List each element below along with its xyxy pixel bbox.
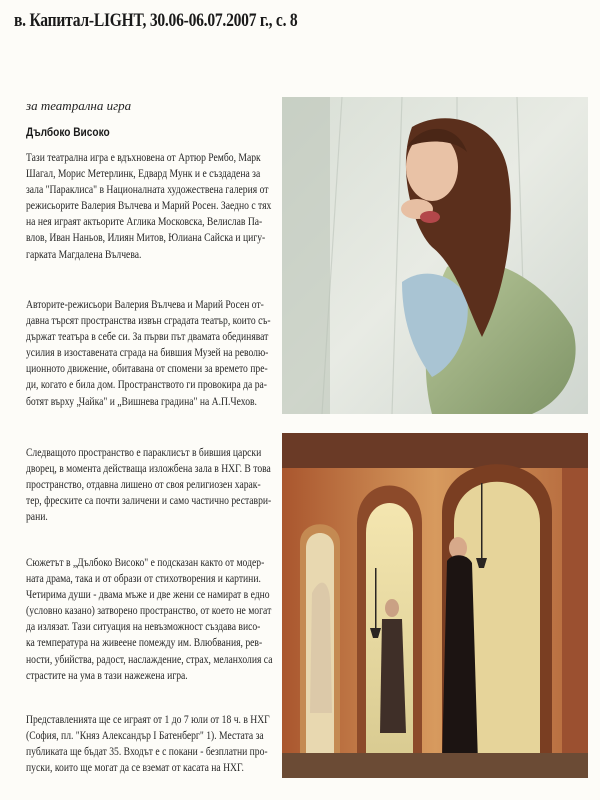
paragraph-line: да излязат. Тази ситуация на невъзможност създава висо- (26, 621, 261, 634)
article-paragraph-3 (26, 445, 271, 525)
paragraph-line: рани. (26, 511, 48, 524)
article-paragraph-5 (26, 712, 271, 776)
article-paragraph-2 (26, 297, 271, 410)
paragraph-line: гарката Магдалена Вълчева. (26, 248, 142, 261)
paragraph-line: (София, пл. "Княз Александър I Батенберг" 1). Местата за (26, 730, 264, 743)
paragraph-line: на нея играят актьорите Аглика Московска, Велислав Па- (26, 216, 263, 229)
paragraph-line: дворец, в момента действаща изложбена зала в НХГ. В това (26, 463, 271, 476)
photo-chapel-arches-with-figures (282, 433, 588, 778)
paragraph-line: усилия в изоставената сграда на бившия Музей на револю- (26, 347, 269, 360)
masthead: в. Капитал-LIGHT, 30.06-06.07.2007 г., с. 8 (14, 10, 298, 31)
paragraph-line: зала "Параклиса" в Националната художествена галерия от (26, 184, 269, 197)
article-rubric: за театрална игра (26, 98, 132, 113)
paragraph-line: Сюжетът в „Дълбоко Високо" е подсказан както от модер- (26, 557, 265, 569)
paragraph-line: влов, Иван Наньов, Илиян Митов, Юлиана Сайска и цигу- (26, 232, 266, 245)
paragraph-line: публиката ще бъдат 35. Входът е с покани - безплатни про- (26, 746, 268, 759)
paragraph-line: Тази театрална игра е вдъхновена от Артюр Рембо, Марк (26, 152, 261, 164)
paragraph-line: ната драма, така и от образи от стихотворения и картини. (26, 573, 261, 586)
article-paragraph-1 (26, 150, 271, 263)
paragraph-line: давна търсят пространства извън сградата театър, които съ- (26, 315, 271, 328)
paragraph-line: Следващото пространство е параклисът в бившия царски (26, 447, 262, 459)
paragraph-line: страстите на ума в тази нажежена игра. (26, 669, 188, 682)
paragraph-line: Шагал, Морис Метерлинк, Едвард Мунк и е създадена за (26, 168, 261, 181)
paragraph-line: ботят върху „Чайка" и „Вишнева градина" на А.П.Чехов. (26, 395, 257, 408)
paragraph-line: държат театъра в себе си. За първи път двамата обединяват (26, 331, 269, 344)
paragraph-line: ности, убийства, радост, наслаждение, страх, меланхолия са (26, 653, 273, 666)
paragraph-line: (условно казано) затворено пространство, от което не могат (26, 605, 272, 618)
paragraph-line: ди, когато е била дом. Пространството ги провокира да ра- (26, 379, 268, 392)
photo-woman-lying-on-floor (282, 97, 588, 414)
paragraph-line: Четирима души - двама мъже и две жени се намират в едно (26, 589, 270, 602)
article-title: Дълбоко Високо (26, 127, 110, 139)
paragraph-line: Представленията ще се играят от 1 до 7 юли от 18 ч. в НХГ (26, 714, 270, 726)
paragraph-line: Авторите-режисьори Валерия Вълчева и Марий Росен от- (26, 299, 264, 311)
article-paragraph-4 (26, 555, 271, 684)
paragraph-line: пространство, отдавна лишено от своя религиозен харак- (26, 479, 261, 492)
paragraph-line: ционното движение, обитавана от спомени за времето пре- (26, 363, 268, 376)
paragraph-line: режисьорите Валерия Вълчева и Марий Росен. Заедно с тях (26, 200, 272, 213)
paragraph-line: тер, фреските са почти заличени и само частично реставри- (26, 495, 272, 508)
paragraph-line: ка температура на живеене помежду им. Влюбвания, рев- (26, 637, 263, 650)
paragraph-line: пуски, които ще могат да се вземат от касата на НХГ. (26, 762, 244, 775)
